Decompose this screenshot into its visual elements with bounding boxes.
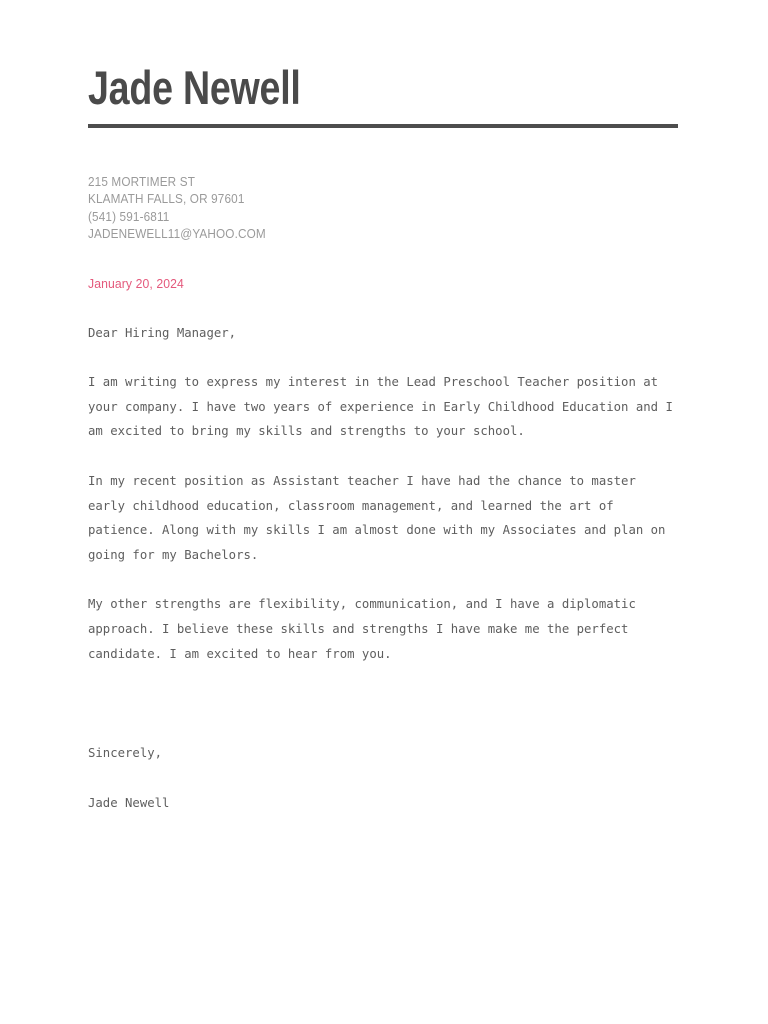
letter-date: January 20, 2024: [88, 275, 184, 291]
letter-paragraph: I am writing to express my interest in the Lead Preschool Teacher position at your company. I have two years of experience in Early Childhood Education and I am excited to bring my skills and strengths to your school.: [88, 375, 673, 439]
letter-signature-name: Jade Newell: [88, 795, 170, 810]
contact-street: 215 MORTIMER ST: [88, 175, 196, 189]
letter-salutation: Dear Hiring Manager,: [88, 325, 237, 340]
letter-paragraph: In my recent position as Assistant teacher I have had the chance to master early childhood education, classroom management, and learned the art of patience. Along with my skills I am almost done with my Associates and plan on going for my Bachelors.: [88, 474, 666, 562]
letter-paragraph: My other strengths are flexibility, communication, and I have a diplomatic approach. I believe these skills and strengths I have make me the perfect candidate. I am excited to hear from you.: [88, 597, 636, 661]
letter-closing: Sincerely,: [88, 746, 163, 761]
contact-city-state-zip: KLAMATH FALLS, OR 97601: [88, 192, 245, 207]
candidate-name: Jade Newell: [88, 61, 301, 114]
contact-email: JADENEWELL11@YAHOO.COM: [88, 227, 266, 242]
letter-body: [88, 321, 678, 816]
header-divider: [88, 124, 678, 128]
letter-content: [88, 0, 678, 815]
letter-header: [88, 0, 678, 128]
contact-phone: (541) 591-6811: [88, 209, 170, 224]
contact-block: [88, 174, 678, 244]
